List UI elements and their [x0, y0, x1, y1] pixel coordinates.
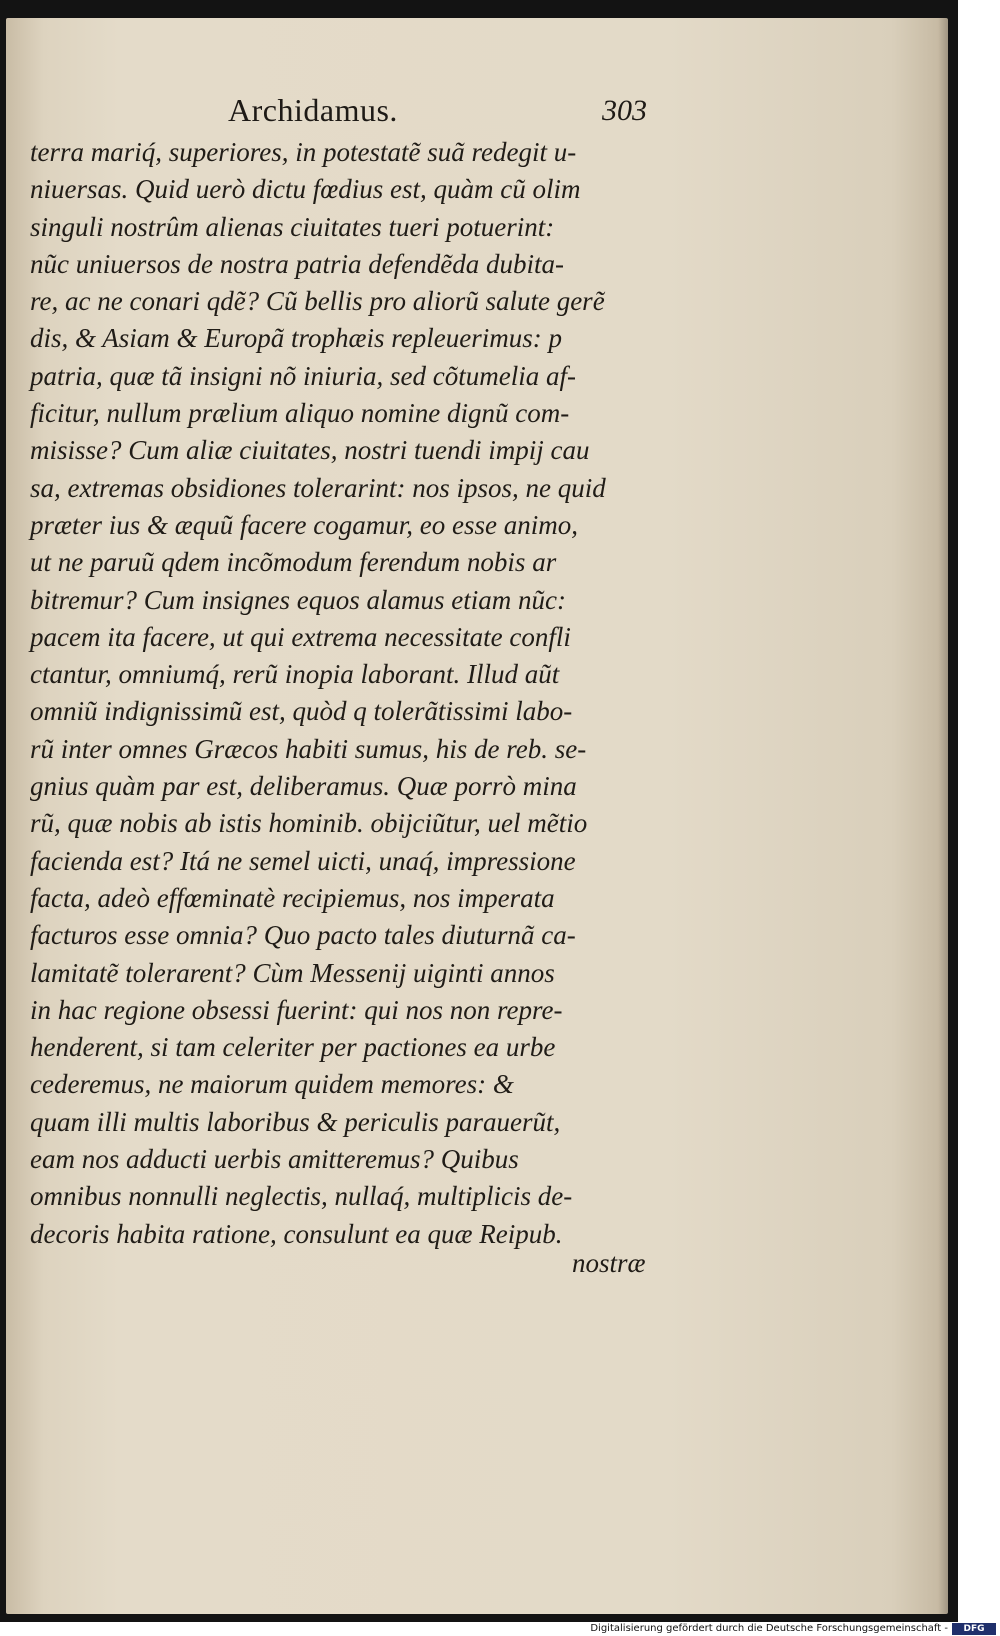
text-line: nũc uniuersos de nostra patria defendẽda dubita- — [30, 248, 564, 279]
catchword: nostræ — [572, 1248, 646, 1278]
text-line: rũ, quæ nobis ab istis hominib. obijciũtur, uel mẽtio — [30, 808, 588, 839]
text-line: omnibus nonnulli neglectis, nullaq́, multiplicis de- — [30, 1181, 573, 1212]
text-line: quam illi multis laboribus & periculis parauerũt, — [30, 1106, 561, 1137]
text-line: dis, & Asiam & Europã trophæis repleuerimus: p — [30, 323, 563, 354]
page-header — [6, 92, 948, 140]
text-line: ficitur, nullum prælium aliquo nomine dignũ com- — [30, 398, 570, 429]
book-page — [6, 18, 948, 1614]
text-line: ctantur, omniumq́, rerũ inopia laborant. Illud aũt — [30, 659, 560, 690]
text-line: præter ius & æquũ facere cogamur, eo esse animo, — [30, 509, 578, 540]
text-line: lamitatẽ tolerarent? Cùm Messenij uiginti annos — [30, 957, 555, 988]
funding-credit: Digitalisierung gefördert durch die Deutsche Forschungsgemeinschaft - — [590, 1623, 948, 1634]
text-line: pacem ita facere, ut qui extrema necessitate confli — [30, 621, 571, 652]
text-line: sa, extremas obsidiones tolerarint: nos ipsos, ne quid — [30, 472, 606, 503]
text-line: patria, quæ tã insigni nõ iniuria, sed cõtumelia af- — [30, 360, 576, 391]
text-line: gnius quàm par est, deliberamus. Quæ porrò mina — [30, 771, 577, 802]
dfg-logo: DFG — [952, 1623, 996, 1635]
text-line: henderent, si tam celeriter per pactiones ea urbe — [30, 1032, 556, 1063]
footer-bar — [0, 1622, 1000, 1636]
text-line: ut ne paruũ qdem incõmodum ferendum nobis ar — [30, 547, 557, 578]
text-line: singuli nostrûm alienas ciuitates tueri potuerint: — [30, 211, 555, 242]
text-line: misisse? Cum aliæ ciuitates, nostri tuendi impij cau — [30, 435, 590, 466]
text-line: facta, adeò effœminatè recipiemus, nos imperata — [30, 882, 555, 913]
text-line: decoris habita ratione, consulunt ea quæ Reipub. — [30, 1218, 563, 1249]
text-line: terra mariq́, superiores, in potestatẽ suã redegit u- — [30, 137, 577, 167]
text-line: cederemus, ne maiorum quidem memores: & — [30, 1069, 514, 1100]
text-line: eam nos adducti uerbis amitteremus? Quibus — [30, 1144, 519, 1175]
text-line: in hac regione obsessi fuerint: qui nos non repre- — [30, 994, 563, 1025]
text-line: facienda est? Itá ne semel uicti, unaq́, impressione — [30, 845, 576, 876]
text-line: rũ inter omnes Græcos habiti sumus, his de reb. se- — [30, 733, 587, 764]
text-line: niuersas. Quid uerò dictu fœdius est, quàm cũ olim — [30, 174, 581, 205]
page-edge-shadow — [938, 18, 948, 1614]
page-number: 303 — [602, 94, 647, 127]
text-line: re, ac ne conari qdẽ? Cũ bellis pro aliorũ salute gerẽ — [30, 286, 605, 317]
text-line: bitremur? Cum insignes equos alamus etiam nũc: — [30, 584, 566, 615]
text-line: omniũ indignissimũ est, quòd q tolerãtissimi labo- — [30, 696, 573, 727]
body-text — [30, 134, 670, 1253]
running-head: Archidamus. — [228, 92, 398, 128]
text-line: facturos esse omnia? Quo pacto tales diuturnã ca- — [30, 920, 576, 951]
